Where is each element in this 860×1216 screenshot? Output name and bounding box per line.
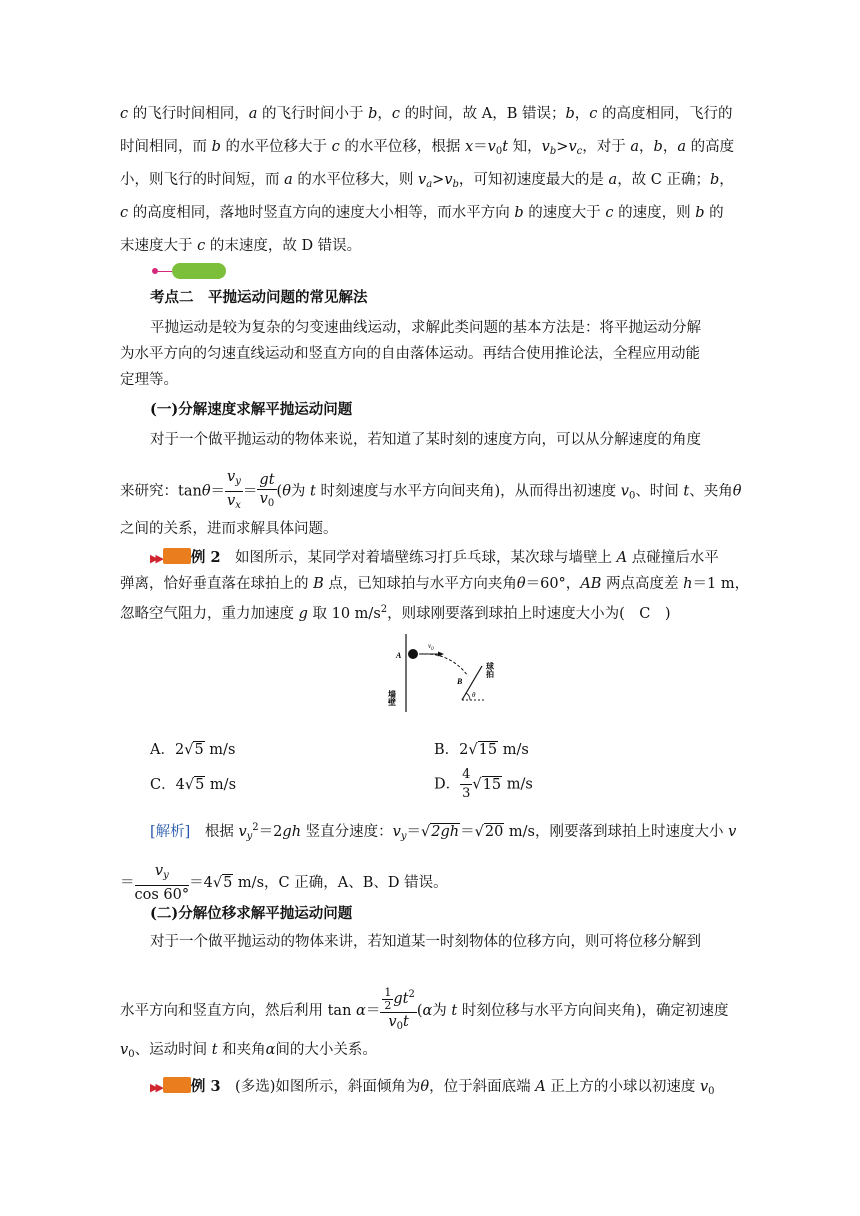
example3-line1: ▶▶ 例 3 (多选)如图所示，斜面倾角为θ，位于斜面底端 A 正上方的小球以初速度 $v_0$: [150, 1078, 715, 1097]
figure-label-A: A: [396, 651, 402, 660]
intro-line3: 定理等。: [120, 372, 178, 388]
orange-badge: [163, 548, 191, 564]
sub2-line3: $v_0$、运动时间 t 和夹角α间的大小关系。: [120, 1042, 377, 1060]
analysis-tag: [解析]: [150, 824, 191, 840]
analysis-line2: ＝ $\frac{v_y}{\cos 60^\circ}$ ＝4√5 m/s，C 正确，A、B、D 错误。: [120, 863, 448, 903]
figure-label-v0: $v_0$: [428, 642, 434, 652]
half-gt2-over-v0t-fraction: $\frac{1}{2}$ $gt^2$ $v_0t$: [380, 986, 416, 1036]
option-a[interactable]: A．2√5 m/s: [150, 742, 236, 758]
option-d-fraction: $\frac{4}{3}$: [462, 767, 471, 801]
example2-line1: ▶▶ 例 2 如图所示，某同学对着墙壁练习打乒乓球，某次球与墙壁上 A 点碰撞后水平: [150, 549, 719, 566]
para1-line5: 末速度大于 c 的末速度，故 D 错误。: [120, 238, 362, 254]
figure-label-B: B: [457, 677, 463, 686]
option-d[interactable]: D． $\frac{4}{3}$ √15 m/s: [434, 767, 533, 801]
option-b[interactable]: B．2√15 m/s: [434, 742, 529, 758]
sub1-title: (一)分解速度求解平抛运动问题: [150, 401, 353, 418]
sub2-line2: 水平方向和竖直方向，然后利用 tan α＝ $\frac{1}{2}$ $gt^2$ $v_0t$ (α为 t 时刻位移与水平方向间夹角)，确定初速度: [120, 986, 740, 1036]
pin-line: [158, 271, 172, 272]
green-tag: [172, 263, 226, 279]
vy-over-vx-fraction: $\frac{v_y}{v_x}$: [227, 469, 241, 511]
sub1-line2: 来研究：tanθ＝ $\frac{v_y}{v_x}$ ＝ $\frac{gt}{v_0}$ (θ为 t 时刻速度与水平方向间夹角)，从而得出初速度 $v_0$、时间 t、夹角θ: [120, 468, 740, 515]
option-c[interactable]: C．4√5 m/s: [150, 777, 237, 793]
intro-line2: 为水平方向的匀速直线运动和竖直方向的自由落体运动。再结合使用推论法，全程应用动能: [120, 346, 700, 362]
section2-title: 考点二 平抛运动问题的常见解法: [150, 289, 368, 306]
double-arrow-icon: ▶▶: [150, 1081, 161, 1094]
figure-label-racket: 球拍: [485, 662, 495, 678]
orange-badge: [163, 1077, 191, 1093]
analysis-line1: [解析] 根据 $v_y^2=2gh$ 竖直分速度：$v_y=√2gh=√20$ m/s，刚要落到球拍上时速度大小 v: [150, 822, 737, 842]
sub1-line3: 之间的关系，进而求解具体问题。: [120, 521, 338, 537]
para1-line3: 小，则飞行的时间短，而 a 的水平位移大，则 $v_a>v_b$，可知初速度最大的是 a，故 C 正确；b，: [120, 172, 734, 190]
double-arrow-icon: ▶▶: [150, 552, 161, 565]
sub2-title: (二)分解位移求解平抛运动问题: [150, 905, 353, 922]
sub2-line1: 对于一个做平抛运动的物体来讲，若知道某一时刻物体的位移方向，则可将位移分解到: [150, 934, 701, 950]
figure-label-wall: 墙壁: [387, 690, 397, 706]
wall-ball-racket-figure: [387, 632, 510, 714]
para1-line1: c 的飞行时间相同，a 的飞行时间小于 b，c 的时间，故 A，B 错误；b，c 的高度相同，飞行的: [120, 106, 733, 122]
sub1-line1: 对于一个做平抛运动的物体来说，若知道了某时刻的速度方向，可以从分解速度的角度: [150, 432, 701, 448]
para1-line2: 时间相同，而 b 的水平位移大于 c 的水平位移，根据 $x=v_0t$ 知，$v_b>v_c$，对于 a，b，a 的高度: [120, 139, 735, 157]
figure-label-theta: θ: [472, 691, 476, 699]
para1-line4: c 的高度相同，落地时竖直方向的速度大小相等，而水平方向 b 的速度大于 c 的速度，则 b 的: [120, 205, 724, 221]
section-marker: [152, 262, 226, 280]
gt-over-v0-fraction: $\frac{gt}{v_0}$: [259, 471, 275, 509]
example2-line2: 弹离，恰好垂直落在球拍上的 B 点，已知球拍与水平方向夹角θ＝60°，AB 两点高度差 h＝1 m，: [120, 576, 750, 592]
example2-line3: 忽略空气阻力，重力加速度 g 取 10 $m/s^2$，则球刚要落到球拍上时速度大小为( C ): [120, 604, 671, 622]
intro-line1: 平抛运动是较为复杂的匀变速曲线运动，求解此类问题的基本方法是：将平抛运动分解: [150, 320, 701, 336]
vy-over-cos60-fraction: $\frac{v_y}{\cos 60^\circ}$: [134, 863, 190, 903]
